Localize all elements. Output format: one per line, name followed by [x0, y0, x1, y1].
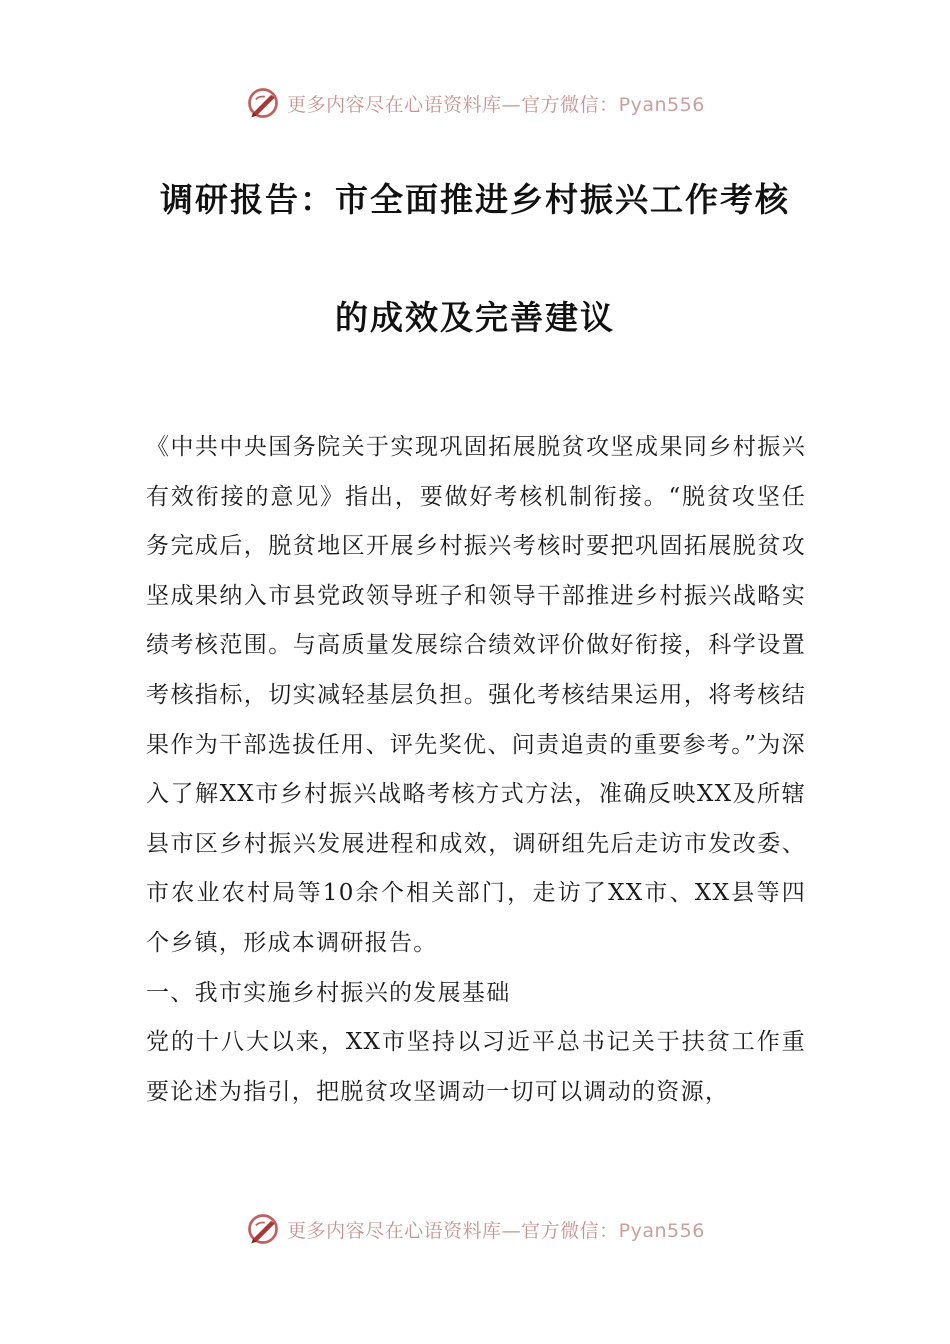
banner-text: 更多内容尽在心语资料库—官方微信：Pyan556	[287, 1219, 705, 1242]
document-title-line-1: 调研报告：市全面推进乡村振兴工作考核	[160, 180, 790, 219]
pen-logo-icon	[245, 1211, 281, 1247]
wechat-id: Pyan556	[618, 1219, 705, 1242]
document-body	[146, 423, 806, 1117]
footer-banner	[0, 1207, 950, 1251]
paragraph-section-1: 党的十八大以来，XX市坚持以习近平总书记关于扶贫工作重要论述为指引，把脱贫攻坚调动一切可以调动的资源，	[146, 1029, 806, 1105]
wechat-id: Pyan556	[618, 93, 705, 116]
header-banner	[0, 81, 950, 125]
banner-text: 更多内容尽在心语资料库—官方微信：Pyan556	[287, 93, 705, 116]
pen-logo-icon	[245, 85, 281, 121]
document-title-line-2: 的成效及完善建议	[335, 298, 615, 337]
paragraph-intro: 《中共中央国务院关于实现巩固拓展脱贫攻坚成果同乡村振兴有效衔接的意见》指出，要做好考核机制衔接。“脱贫攻坚任务完成后，脱贫地区开展乡村振兴考核时要把巩固拓展脱贫攻坚成果纳入市县党政领导班子和领导干部推进乡村振兴战略实绩考核范围。与高质量发展综合绩效评价做好衔接，科学设置考核指标，切实减轻基层负担。强化考核结果运用，将考核结果作为干部选拔任用、评先奖优、问责追责的重要参考。”为深入了解XX市乡村振兴战略考核方式方法，准确反映XX及所辖县市区乡村振兴发展进程和成效，调研组先后走访市发改委、市农业农村局等10余个相关部门，走访了XX市、XX县等四个乡镇，形成本调研报告。	[146, 434, 806, 956]
section-heading-1: 一、我市实施乡村振兴的发展基础	[146, 979, 511, 1006]
